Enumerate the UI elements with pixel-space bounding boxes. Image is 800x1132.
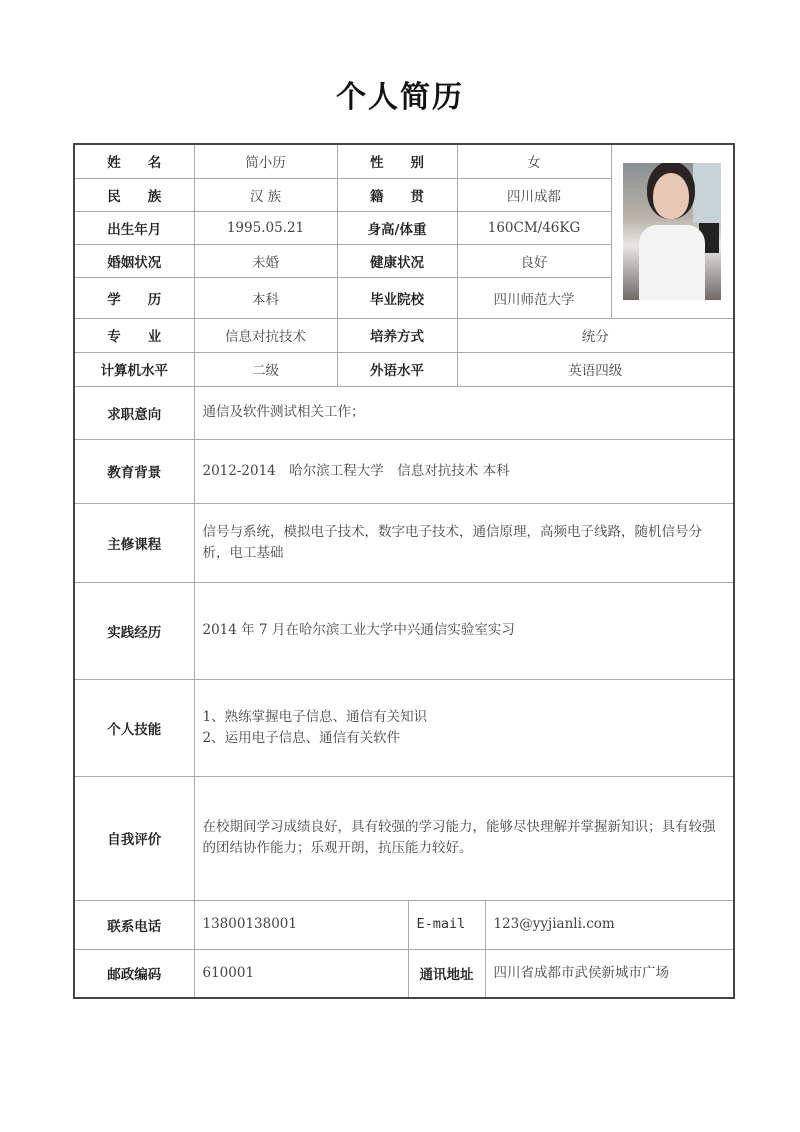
zip-label: 邮政编码 xyxy=(74,949,194,998)
email-value: 123@yyjianli.com xyxy=(485,900,734,949)
birth-value: 1995.05.21 xyxy=(194,211,337,244)
education-label: 学 历 xyxy=(74,277,194,318)
self-eval-label: 自我评价 xyxy=(74,776,194,900)
origin-value: 四川成都 xyxy=(457,178,611,211)
origin-label: 籍 贯 xyxy=(337,178,457,211)
address-value: 四川省成都市武侯新城市广场 xyxy=(485,949,734,998)
ethnicity-value: 汉 族 xyxy=(194,178,337,211)
language-label: 外语水平 xyxy=(337,352,457,386)
photo-cell xyxy=(611,144,734,318)
phone-label: 联系电话 xyxy=(74,900,194,949)
photo-shirt xyxy=(639,225,705,300)
training-value: 统分 xyxy=(457,318,734,352)
ethnicity-label: 民 族 xyxy=(74,178,194,211)
courses-label: 主修课程 xyxy=(74,503,194,582)
major-value: 信息对抗技术 xyxy=(194,318,337,352)
height-weight-value: 160CM/46KG xyxy=(457,211,611,244)
major-label: 专 业 xyxy=(74,318,194,352)
name-label: 姓 名 xyxy=(74,144,194,178)
phone-value: 13800138001 xyxy=(194,900,408,949)
skill-item: 2、运用电子信息、通信有关软件 xyxy=(202,729,401,746)
marital-label: 婚姻状况 xyxy=(74,244,194,277)
resume-table xyxy=(73,143,735,999)
edu-value: 2012-2014 哈尔滨工程大学 信息对抗技术 本科 xyxy=(194,439,734,503)
birth-label: 出生年月 xyxy=(74,211,194,244)
skills-value xyxy=(194,679,734,776)
edu-label: 教育背景 xyxy=(74,439,194,503)
height-weight-label: 身高/体重 xyxy=(337,211,457,244)
photo-head xyxy=(653,173,689,219)
objective-label: 求职意向 xyxy=(74,386,194,439)
skills-label: 个人技能 xyxy=(74,679,194,776)
profile-photo xyxy=(623,163,721,300)
photo-window-bg xyxy=(693,163,721,223)
gender-label: 性 别 xyxy=(337,144,457,178)
school-label: 毕业院校 xyxy=(337,277,457,318)
email-label: E-mail xyxy=(408,900,485,949)
education-value: 本科 xyxy=(194,277,337,318)
training-label: 培养方式 xyxy=(337,318,457,352)
practice-value: 2014 年 7 月在哈尔滨工业大学中兴通信实验室实习 xyxy=(194,582,734,679)
name-value: 简小历 xyxy=(194,144,337,178)
zip-value: 610001 xyxy=(194,949,408,998)
self-eval-value: 在校期间学习成绩良好，具有较强的学习能力，能够尽快理解并掌握新知识；具有较强的团结协作能力；乐观开朗，抗压能力较好。 xyxy=(194,776,734,900)
objective-value: 通信及软件测试相关工作； xyxy=(194,386,734,439)
skill-item: 1、熟练掌握电子信息、通信有关知识 xyxy=(202,708,428,725)
marital-value: 未婚 xyxy=(194,244,337,277)
school-value: 四川师范大学 xyxy=(457,277,611,318)
health-value: 良好 xyxy=(457,244,611,277)
gender-value: 女 xyxy=(457,144,611,178)
page-title: 个人简历 xyxy=(336,80,464,115)
address-label: 通讯地址 xyxy=(408,949,485,998)
computer-label: 计算机水平 xyxy=(74,352,194,386)
practice-label: 实践经历 xyxy=(74,582,194,679)
language-value: 英语四级 xyxy=(457,352,734,386)
computer-value: 二级 xyxy=(194,352,337,386)
health-label: 健康状况 xyxy=(337,244,457,277)
courses-value: 信号与系统，模拟电子技术，数字电子技术，通信原理，高频电子线路，随机信号分析，电工基础 xyxy=(194,503,734,582)
